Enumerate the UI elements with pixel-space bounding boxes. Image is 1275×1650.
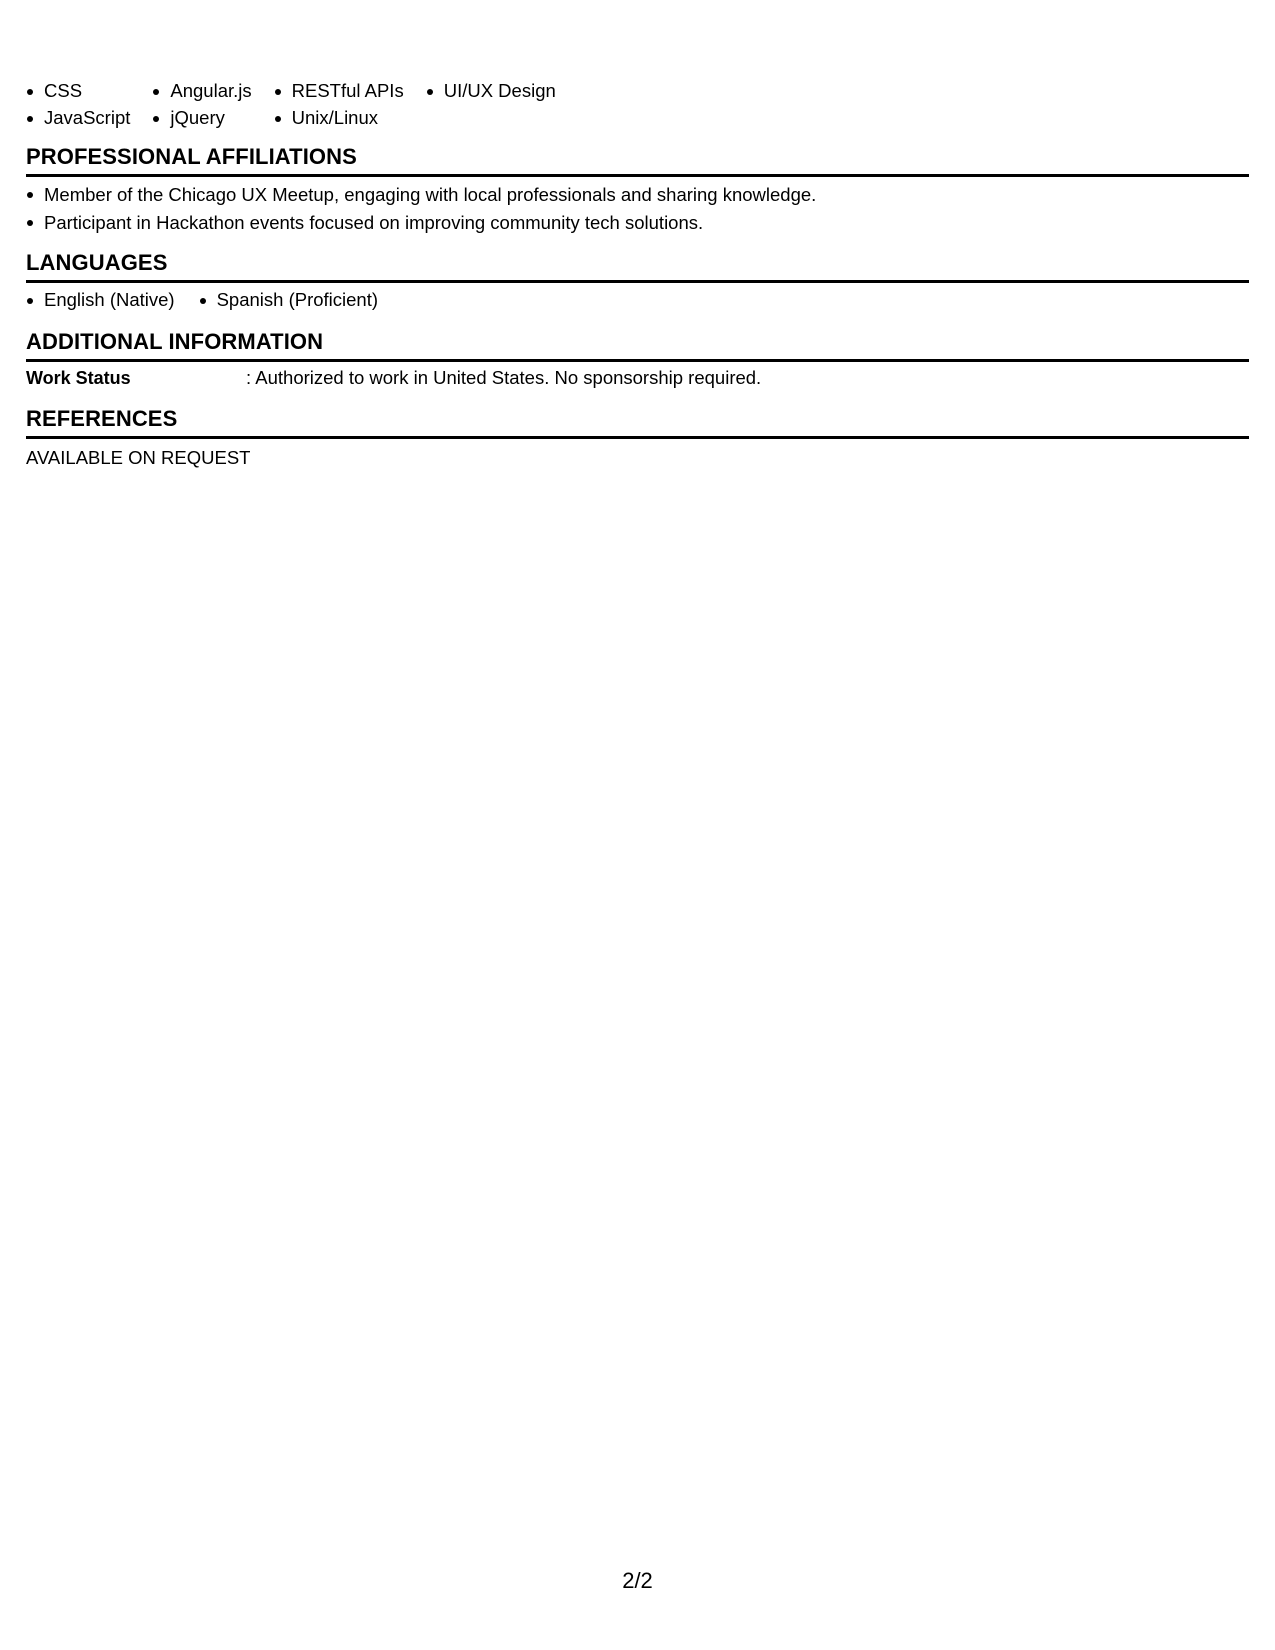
work-status-row	[26, 365, 1249, 391]
references-text: AVAILABLE ON REQUEST	[26, 447, 251, 468]
skill-item: jQuery	[152, 105, 251, 132]
skill-item: Unix/Linux	[274, 105, 404, 132]
references-section	[26, 445, 1249, 471]
skill-item: RESTful APIs	[274, 78, 404, 105]
skills-column-3	[274, 78, 404, 131]
references-heading: REFERENCES	[26, 405, 1249, 439]
languages-heading: LANGUAGES	[26, 249, 1249, 283]
work-status-label: Work Status	[26, 368, 131, 388]
skill-item: UI/UX Design	[426, 78, 556, 105]
language-item: Spanish (Proficient)	[199, 287, 378, 314]
affiliations-section	[26, 181, 1249, 237]
skills-column-2	[152, 78, 251, 131]
affiliation-item: Member of the Chicago UX Meetup, engaging with local professionals and sharing knowledge.	[26, 181, 1249, 209]
languages-list	[26, 287, 1249, 314]
page-number: 2/2	[622, 1568, 653, 1593]
additional-info-heading: ADDITIONAL INFORMATION	[26, 328, 1249, 362]
skills-grid	[26, 78, 578, 131]
skill-item: JavaScript	[26, 105, 130, 132]
skills-column-1	[26, 78, 130, 131]
work-status-value: : Authorized to work in United States. No sponsorship required.	[246, 367, 762, 388]
languages-section	[26, 287, 1249, 314]
additional-info-section	[26, 365, 1249, 391]
skill-item: Angular.js	[152, 78, 251, 105]
language-item: English (Native)	[26, 287, 175, 314]
skill-item: CSS	[26, 78, 130, 105]
affiliations-heading: PROFESSIONAL AFFILIATIONS	[26, 143, 1249, 177]
affiliations-list	[26, 181, 1249, 237]
skills-column-4	[426, 78, 556, 131]
affiliation-item: Participant in Hackathon events focused on improving community tech solutions.	[26, 209, 1249, 237]
